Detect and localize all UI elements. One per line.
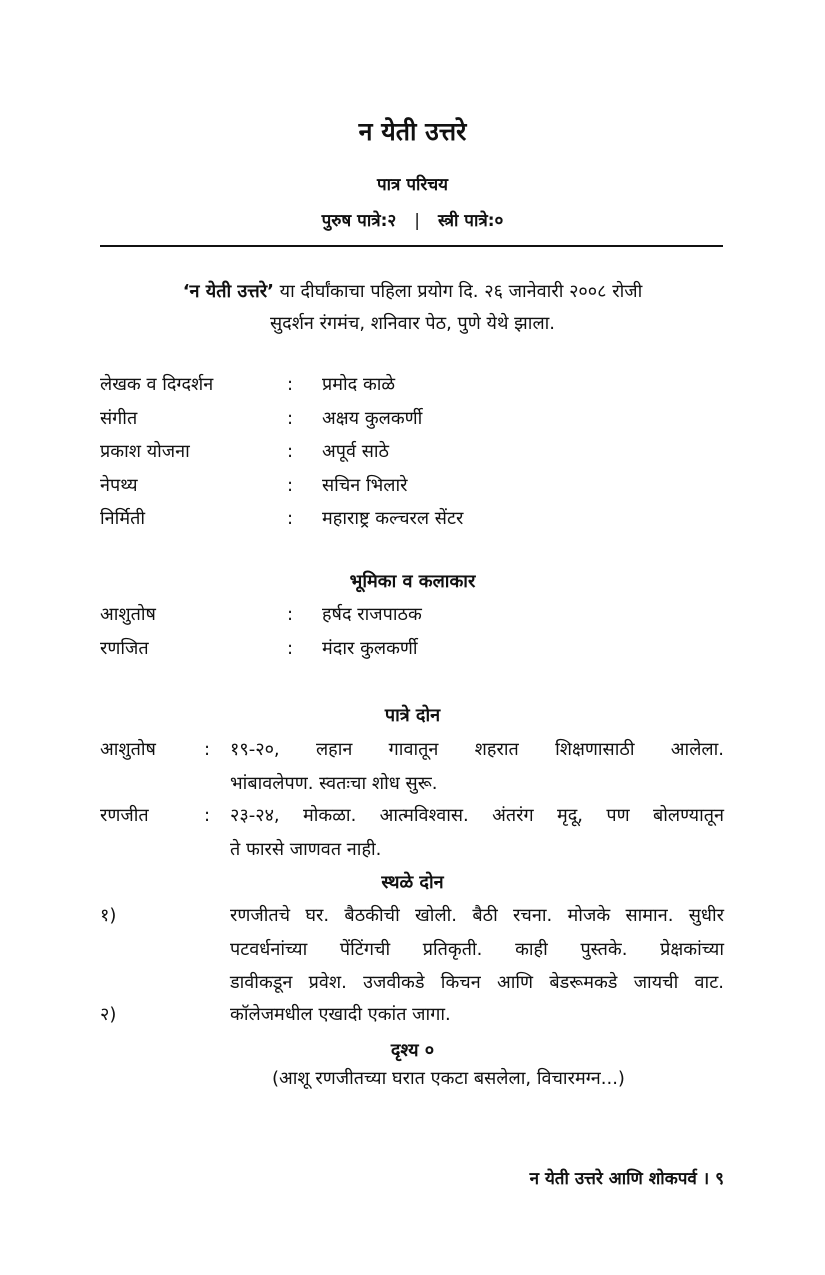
premiere-line-2: सुदर्शन रंगमंच, शनिवार पेठ, पुणे येथे झाला. [269, 313, 556, 334]
role-actor: हर्षद राजपाठक [322, 604, 422, 625]
credit-value: प्रमोद काळे [322, 374, 396, 395]
credit-colon: : [287, 475, 294, 496]
stage-direction: (आशू रणजीतच्या घरात एकटा बसलेला, विचारमग्न...) [272, 1068, 625, 1089]
female-count: स्त्री पात्रे:० [437, 211, 504, 231]
credit-value: सचिन भिलारे [322, 475, 408, 496]
credit-value: महाराष्ट्र कल्चरल सेंटर [322, 508, 464, 529]
credit-colon: : [287, 408, 294, 429]
character-intro-heading: पात्र परिचय [376, 175, 449, 195]
role-character: रणजित [100, 638, 149, 659]
credit-label: नेपथ्य [100, 475, 138, 496]
character-desc-line: १९-२०, लहान गावातून शहरात शिक्षणासाठी आलेला. [230, 739, 724, 760]
characters-heading: पात्रे दोन [384, 705, 441, 726]
character-entry [0, 733, 825, 801]
credit-label: लेखक व दिग्दर्शन [100, 374, 214, 395]
character-entry [0, 799, 825, 867]
character-desc-line: ते फारसे जाणवत नाही. [230, 839, 382, 860]
character-desc-line: भांबावलेपण. स्वतःचा शोध सुरू. [230, 773, 438, 794]
roles-heading: भूमिका व कलाकार [349, 571, 476, 592]
credit-label: प्रकाश योजना [100, 441, 190, 462]
location-desc-line: रणजीतचे घर. बैठकीची खोली. बैठी रचना. मोजके सामान. सुधीर [230, 905, 724, 926]
credit-row [0, 469, 825, 502]
location-desc-line: डावीकडून प्रवेश. उजवीकडे किचन आणि बेडरूमकडे जायची वाट. [230, 972, 724, 993]
credit-colon: : [287, 374, 294, 395]
credit-colon: : [287, 508, 294, 529]
role-colon: : [287, 604, 294, 625]
cast-separator: | [414, 211, 420, 231]
credit-value: अपूर्व साठे [322, 441, 389, 462]
credit-row [0, 502, 825, 535]
role-actor: मंदार कुलकर्णी [322, 638, 418, 659]
credit-row [0, 368, 825, 401]
character-name: रणजीत [100, 805, 149, 826]
location-entry [0, 899, 825, 1001]
character-desc-line: २३-२४, मोकळा. आत्मविश्वास. अंतरंग मृदू, पण बोलण्यातून [230, 805, 724, 826]
role-colon: : [287, 638, 294, 659]
premiere-line-1 [0, 276, 825, 308]
male-count: पुरुष पात्रे:२ [321, 211, 397, 231]
character-name: आशुतोष [100, 739, 156, 760]
premiere-note [0, 276, 825, 340]
cast-count [0, 208, 825, 231]
credit-label: निर्मिती [100, 508, 145, 529]
credit-colon: : [287, 441, 294, 462]
horizontal-rule [100, 245, 723, 247]
premiere-quoted-title: ‘न येती उत्तरे’ [182, 281, 274, 302]
premiere-line-1-rest: या दीर्घांकाचा पहिला प्रयोग दि. २६ जानेवारी २००८ रोजी [279, 281, 643, 302]
location-number: २) [100, 1004, 117, 1025]
scene-heading: दृश्य ० [390, 1040, 435, 1061]
credit-row [0, 402, 825, 435]
locations-heading: स्थळे दोन [381, 872, 444, 893]
credit-row [0, 435, 825, 468]
role-character: आशुतोष [100, 604, 156, 625]
location-number: १) [100, 905, 117, 926]
credit-label: संगीत [100, 408, 138, 429]
role-row [0, 598, 825, 631]
role-row [0, 632, 825, 665]
location-desc-line: कॉलेजमधील एखादी एकांत जागा. [230, 1004, 451, 1025]
page-title: न येती उत्तरे [358, 117, 467, 146]
character-colon: : [204, 739, 211, 760]
credit-value: अक्षय कुलकर्णी [322, 408, 423, 429]
location-entry [0, 998, 825, 1032]
location-desc-line: पटवर्धनांच्या पेंटिंगची प्रतिकृती. काही पुस्तके. प्रेक्षकांच्या [230, 939, 724, 960]
page-footer: न येती उत्तरे आणि शोकपर्व । ९ [529, 1169, 724, 1189]
character-colon: : [204, 805, 211, 826]
